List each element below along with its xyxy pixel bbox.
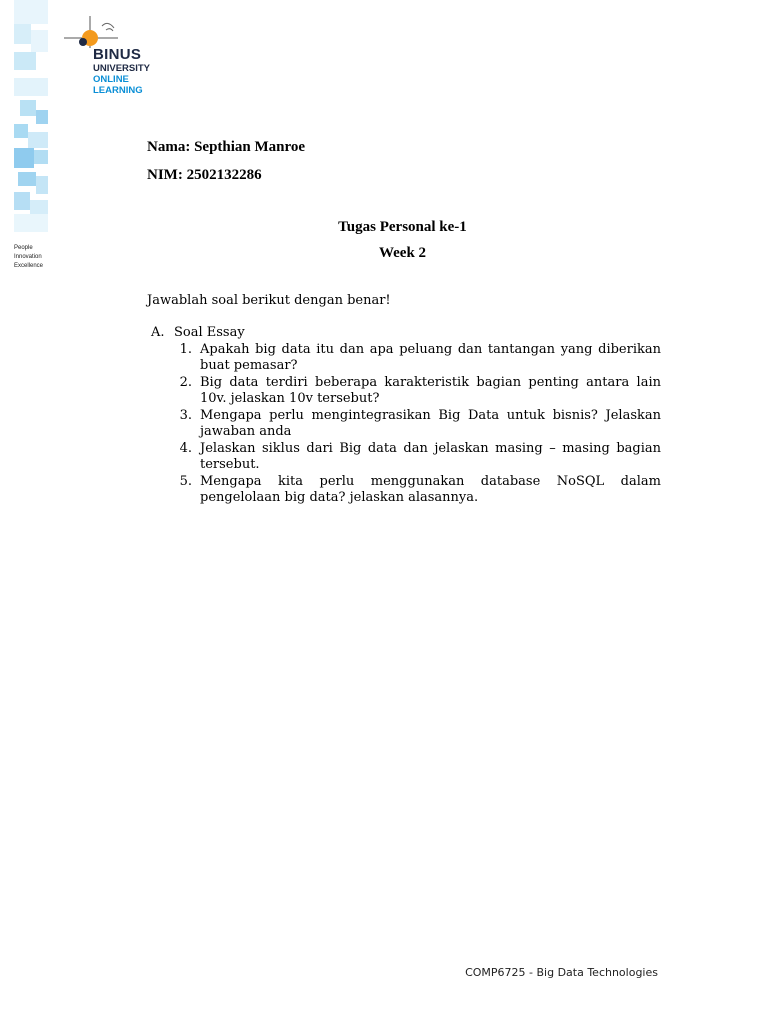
student-name: Nama: Septhian Manroe bbox=[147, 139, 306, 155]
instruction-text: Jawablah soal berikut dengan benar! bbox=[147, 293, 391, 308]
logo-text-learning: LEARNING bbox=[93, 85, 143, 96]
essay-section bbox=[151, 325, 661, 507]
tagline-word: Excellence bbox=[14, 263, 44, 269]
university-logo bbox=[62, 14, 172, 100]
question-item bbox=[151, 441, 661, 474]
section-heading bbox=[151, 325, 661, 342]
assignment-title: Tugas Personal ke-1 bbox=[338, 219, 467, 235]
question-text: Mengapa kita perlu menggunakan database NoSQL dalam pengelolaan big data? jelaskan alasannya. bbox=[200, 473, 661, 505]
section-title: Soal Essay bbox=[174, 325, 245, 340]
question-text: Jelaskan siklus dari Big data dan jelaskan masing – masing bagian tersebut. bbox=[200, 440, 661, 472]
question-text: Mengapa perlu mengintegrasikan Big Data untuk bisnis? Jelaskan jawaban anda bbox=[200, 407, 661, 439]
question-item bbox=[151, 375, 661, 408]
question-number: 1. bbox=[179, 341, 192, 357]
student-nim: NIM: 2502132286 bbox=[147, 167, 262, 183]
logo-text-university: UNIVERSITY bbox=[93, 63, 151, 74]
question-item bbox=[151, 342, 661, 375]
question-number: 2. bbox=[179, 374, 192, 390]
section-letter: A. bbox=[151, 325, 165, 340]
question-text: Apakah big data itu dan apa peluang dan tantangan yang diberikan buat pemasar? bbox=[200, 341, 661, 373]
question-number: 3. bbox=[179, 407, 192, 423]
tagline-word: People bbox=[14, 245, 33, 251]
question-item bbox=[151, 408, 661, 441]
question-list bbox=[151, 342, 661, 507]
logo-wordmark: BINUS bbox=[93, 46, 142, 63]
question-text: Big data terdiri beberapa karakteristik bagian penting antara lain 10v. jelaskan 10v tersebut? bbox=[200, 374, 661, 406]
page-footer: COMP6725 - Big Data Technologies bbox=[465, 966, 658, 979]
assignment-week: Week 2 bbox=[378, 245, 427, 261]
tagline-word: Innovation bbox=[14, 254, 42, 260]
question-item bbox=[151, 474, 661, 507]
logo-text-online: ONLINE bbox=[93, 74, 129, 85]
question-number: 5. bbox=[179, 473, 192, 489]
decorative-mosaic-strip bbox=[14, 0, 48, 232]
question-number: 4. bbox=[179, 440, 192, 456]
